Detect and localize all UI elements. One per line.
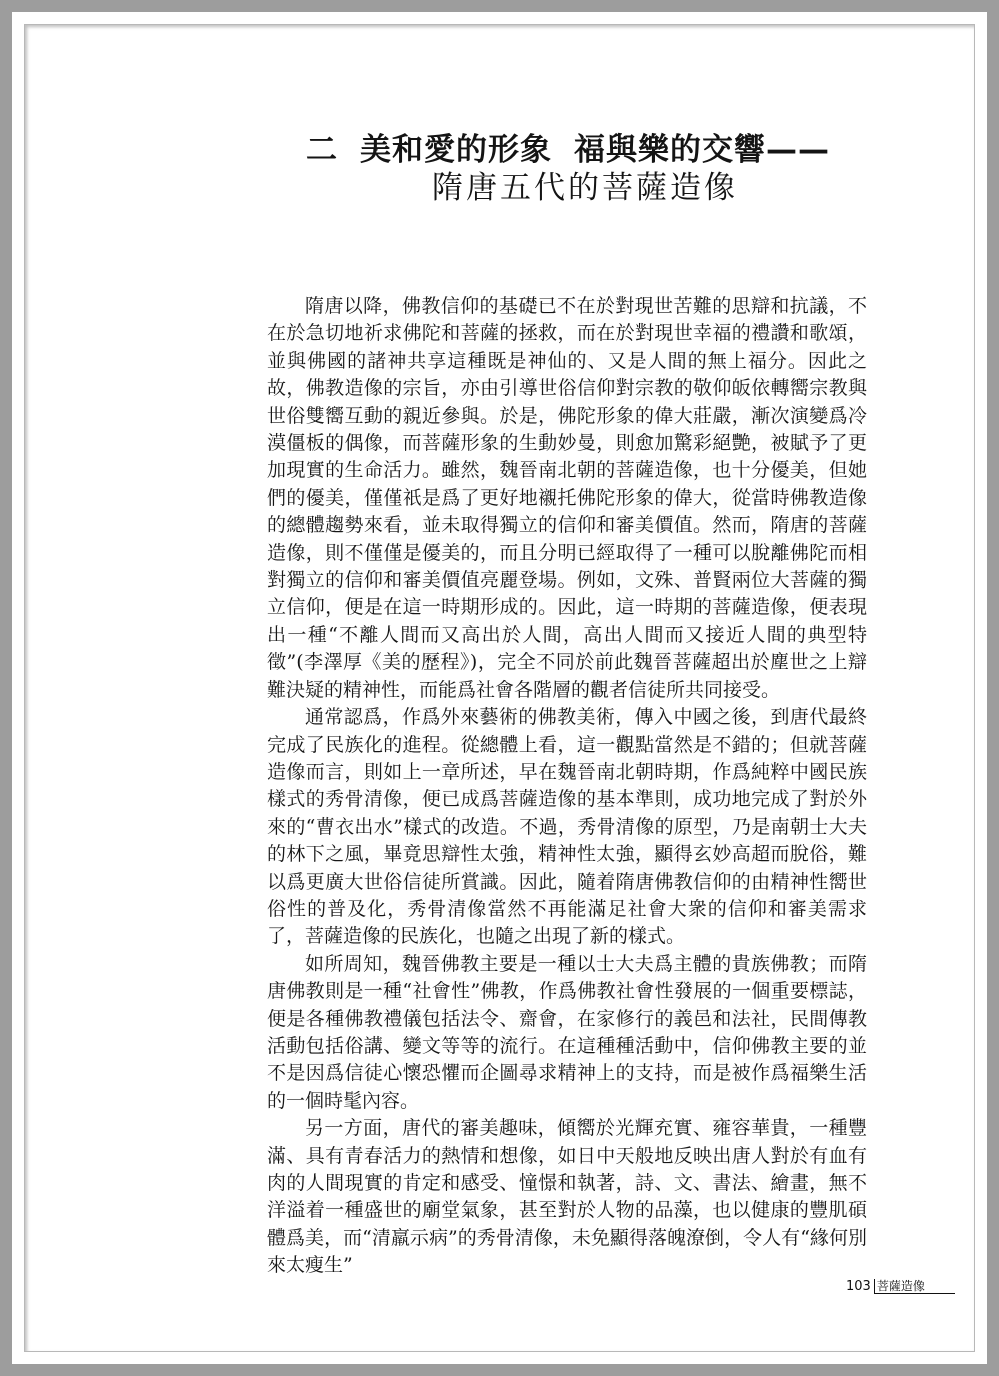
chapter-title-part2: 福與樂的交響—— bbox=[574, 132, 830, 168]
chapter-title-part1: 美和愛的形象 bbox=[360, 132, 552, 168]
paragraph-2: 通常認爲，作爲外來藝術的佛教美術，傳入中國之後，到唐代最終完成了民族化的進程。從總體上看，這一觀點當然是不錯的；但就菩薩造像而言，則如上一章所述，早在魏晉南北朝時期，作爲純粹中國民族樣式的秀骨清像，便已成爲菩薩造像的基本準則，成功地完成了對於外來的“曹衣出水”樣式的改造。不過，秀骨清像的原型，乃是南朝士大夫的林下之風，畢竟思辯性太強，精神性太強，顯得玄妙高超而脫俗，難以爲更廣大世俗信徒所賞識。因此，隨着隋唐佛教信仰的由精神性嚮世俗性的普及化，秀骨清像當然不再能滿足社會大衆的信仰和審美需求了，菩薩造像的民族化，也隨之出現了新的樣式。 bbox=[267, 706, 867, 948]
body-text bbox=[267, 293, 867, 1280]
running-section-label: 菩薩造像 bbox=[874, 1279, 955, 1294]
paragraph-1: 隋唐以降，佛教信仰的基礎已不在於對現世苦難的思辯和抗議，不在於急切地祈求佛陀和菩薩的拯救，而在於對現世幸福的禮讚和歌頌，並與佛國的諸神共享這種既是神仙的、又是人間的無上福分。因此之故，佛教造像的宗旨，亦由引導世俗信仰對宗教的敬仰皈依轉嚮宗教與世俗雙嚮互動的親近參與。於是，佛陀形象的偉大莊嚴，漸次演變爲冷漠僵板的偶像，而菩薩形象的生動妙曼，則愈加驚彩絕艷，被賦予了更加現實的生命活力。雖然，魏晉南北朝的菩薩造像，也十分優美，但她們的優美，僅僅祇是爲了更好地襯托佛陀形象的偉大，從當時佛教造像的總體趨勢來看，並未取得獨立的信仰和審美價值。然而，隋唐的菩薩造像，則不僅僅是優美的，而且分明已經取得了一種可以脫離佛陀而相對獨立的信仰和審美價值亮麗登場。例如，文殊、普賢兩位大菩薩的獨立信仰，便是在這一時期形成的。因此，這一時期的菩薩造像，便表現出一種“不離人間而又高出於人間，高出人間而又接近人間的典型特徵”(李澤厚《美的歷程》)，完全不同於前此魏晉菩薩超出於塵世之上辯難決疑的精神性，而能爲社會各階層的觀者信徒所共同接受。 bbox=[267, 295, 867, 701]
chapter-number: 二 bbox=[306, 132, 338, 168]
paragraph-4: 另一方面，唐代的審美趣味，傾嚮於光輝充實、雍容華貴，一種豐滿、具有青春活力的熱情和想像，如日中天般地反映出唐人對於有血有肉的人間現實的肯定和感受、憧憬和執著，詩、文、書法、繪畫，無不洋溢着一種盛世的廟堂氣象，甚至對於人物的品藻，也以健康的豐肌碩體爲美，而“清羸示病”的秀骨清像，未免顯得落魄潦倒，令人有“緣何別來太瘦生” bbox=[267, 1117, 867, 1277]
page-footer bbox=[846, 1279, 955, 1294]
paragraph-3: 如所周知，魏晉佛教主要是一種以士大夫爲主體的貴族佛教；而隋唐佛教則是一種“社會性”佛教，作爲佛教社會性發展的一個重要標誌，便是各種佛教禮儀包括法令、齋會，在家修行的義邑和法社，民間傳教活動包括俗講、變文等等的流行。在這種種活動中，信仰佛教主要的並不是因爲信徒心懷恐懼而企圖尋求精神上的支持，而是被作爲福樂生活的一個時髦內容。 bbox=[267, 952, 867, 1112]
chapter-subtitle: 隋唐五代的菩薩造像 bbox=[432, 170, 738, 206]
page-number: 103 bbox=[846, 1279, 871, 1294]
